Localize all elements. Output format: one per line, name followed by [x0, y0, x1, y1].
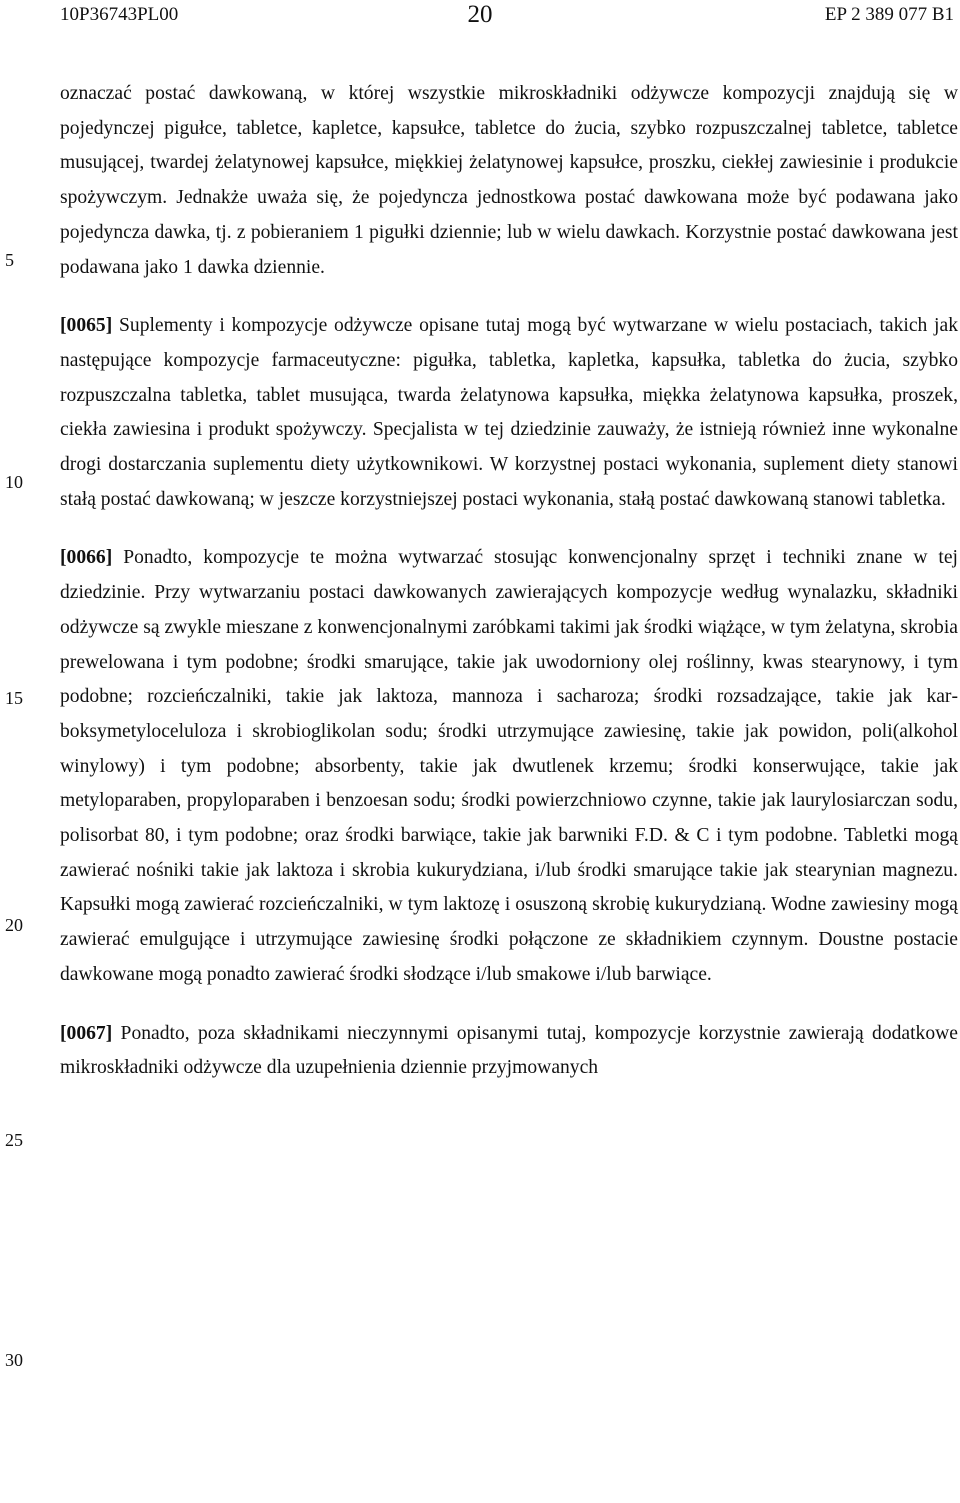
document-id: 10P36743PL00 [60, 4, 179, 25]
paragraph-number: [0067] [60, 1022, 113, 1044]
line-number-25: 25 [5, 1130, 23, 1150]
paragraph-number: [0066] [60, 547, 113, 569]
line-number-5: 5 [5, 250, 14, 270]
paragraph-text: Ponadto, kompozycje te można wytwarzać stosując konwencjonalny sprzęt i techniki znane w tej dziedzinie. Przy wytwarzaniu postaci dawkowanych zawierających kompozycje według wynalazku, składniki odżywcze są zwykle mieszane z konwencjonalnymi zaróbkami takimi jak środki wiążące, w tym żelatyna, skrobia prewelowana i tym podobne; środki smarujące, takie jak uwodorniony olej roślinny, kwas stearynowy, i tym podobne; rozcieńczalniki, takie jak laktoza, mannoza i sacharoza; środki rozsadzające, takie jak karboksymetyloceluloza i skrobioglikolan sodu; środki utrzymujące zawiesinę, takie jak powidon, poli(alkohol winylowy) i tym podobne; absorbenty, takie jak dwutlenek krzemu; środki konserwujące, takie jak metyloparaben, propyloparaben i benzoesan sodu; środki powierzchniowo czynne, takie jak laurylosiarczan sodu, polisorbat 80, i tym podobne; oraz środki barwiące, takie jak barwniki F.D. & C i tym podobne. Tabletki mogą zawierać nośniki takie jak laktoza i skrobia kukurydziana, i/lub środki smarujące takie jak stearynian magnezu. Kapsułki mogą zawierać rozcieńczalniki, w tym laktozę i osuszoną skrobię kukurydzianą. Wodne zawiesiny mogą zawierać emulgujące i utrzymujące zawiesinę środki połączone ze składnikiem czynnym. Doustne postacie dawkowane mogą ponadto zawierać środki słodzące i/lub smakowe i/lub barwiące. [60, 547, 958, 985]
page-number: 20 [467, 1, 493, 28]
paragraph-text: Ponadto, poza składnikami nieczynnymi opisanymi tutaj, kompozycje korzystnie zawierają dodatkowe mikroskładniki odżywcze dla uzupełnienia dziennie przyjmowanych [60, 1022, 958, 1079]
line-number-30: 30 [5, 1350, 23, 1370]
line-number-15: 15 [5, 688, 23, 708]
paragraph-continuation [60, 77, 958, 285]
paragraph-0067 [60, 1017, 958, 1086]
document-body [60, 77, 958, 1110]
paragraph-0065 [60, 309, 958, 517]
paragraph-0066 [60, 541, 958, 992]
paragraph-number: [0065] [60, 315, 113, 337]
patent-number: EP 2 389 077 B1 [824, 4, 954, 25]
line-number-10: 10 [5, 472, 23, 492]
paragraph-text: Suplementy i kompozycje odżywcze opisane tutaj mogą być wytwarzane w wielu postaciach, takich jak następujące kompozycje farmaceutyczne: pigułka, tabletka, kapletka, kapsułka, tabletka do żucia, szybko rozpuszczalna tabletka, tablet musująca, twarda żelatynowa kapsułka, miękka żelatynowa kapsułka, proszek, ciekła zawiesina i produkt spożywczy. Specjalista w tej dziedzinie zauważy, że istnieją również inne wykonalne drogi dostarczania suplementu diety użytkownikowi. W korzystnej postaci wykonania, suplement diety stanowi stałą postać dawkowaną; w jeszcze korzystniejszej postaci wykonania, stałą postać dawkowaną stanowi tabletka. [60, 315, 958, 510]
line-number-20: 20 [5, 915, 23, 935]
paragraph-text: oznaczać postać dawkowaną, w której wszystkie mikroskładniki odżywcze kompozycji znajdują się w pojedynczej pigułce, tabletce, kapletce, kapsułce, tabletce do żucia, szybko rozpuszczalnej tabletce, tabletce musującej, twardej żelatynowej kapsułce, miękkiej żelatynowej kapsułce, proszku, ciekłej zawiesinie i produkcie spożywczym. Jednakże uważa się, że pojedyncza jednostkowa postać dawkowana może być podawana jako pojedyncza dawka, tj. z pobieraniem 1 pigułki dziennie; lub w wielu dawkach. Korzystnie postać dawkowana jest podawana jako 1 dawka dziennie. [60, 83, 958, 278]
